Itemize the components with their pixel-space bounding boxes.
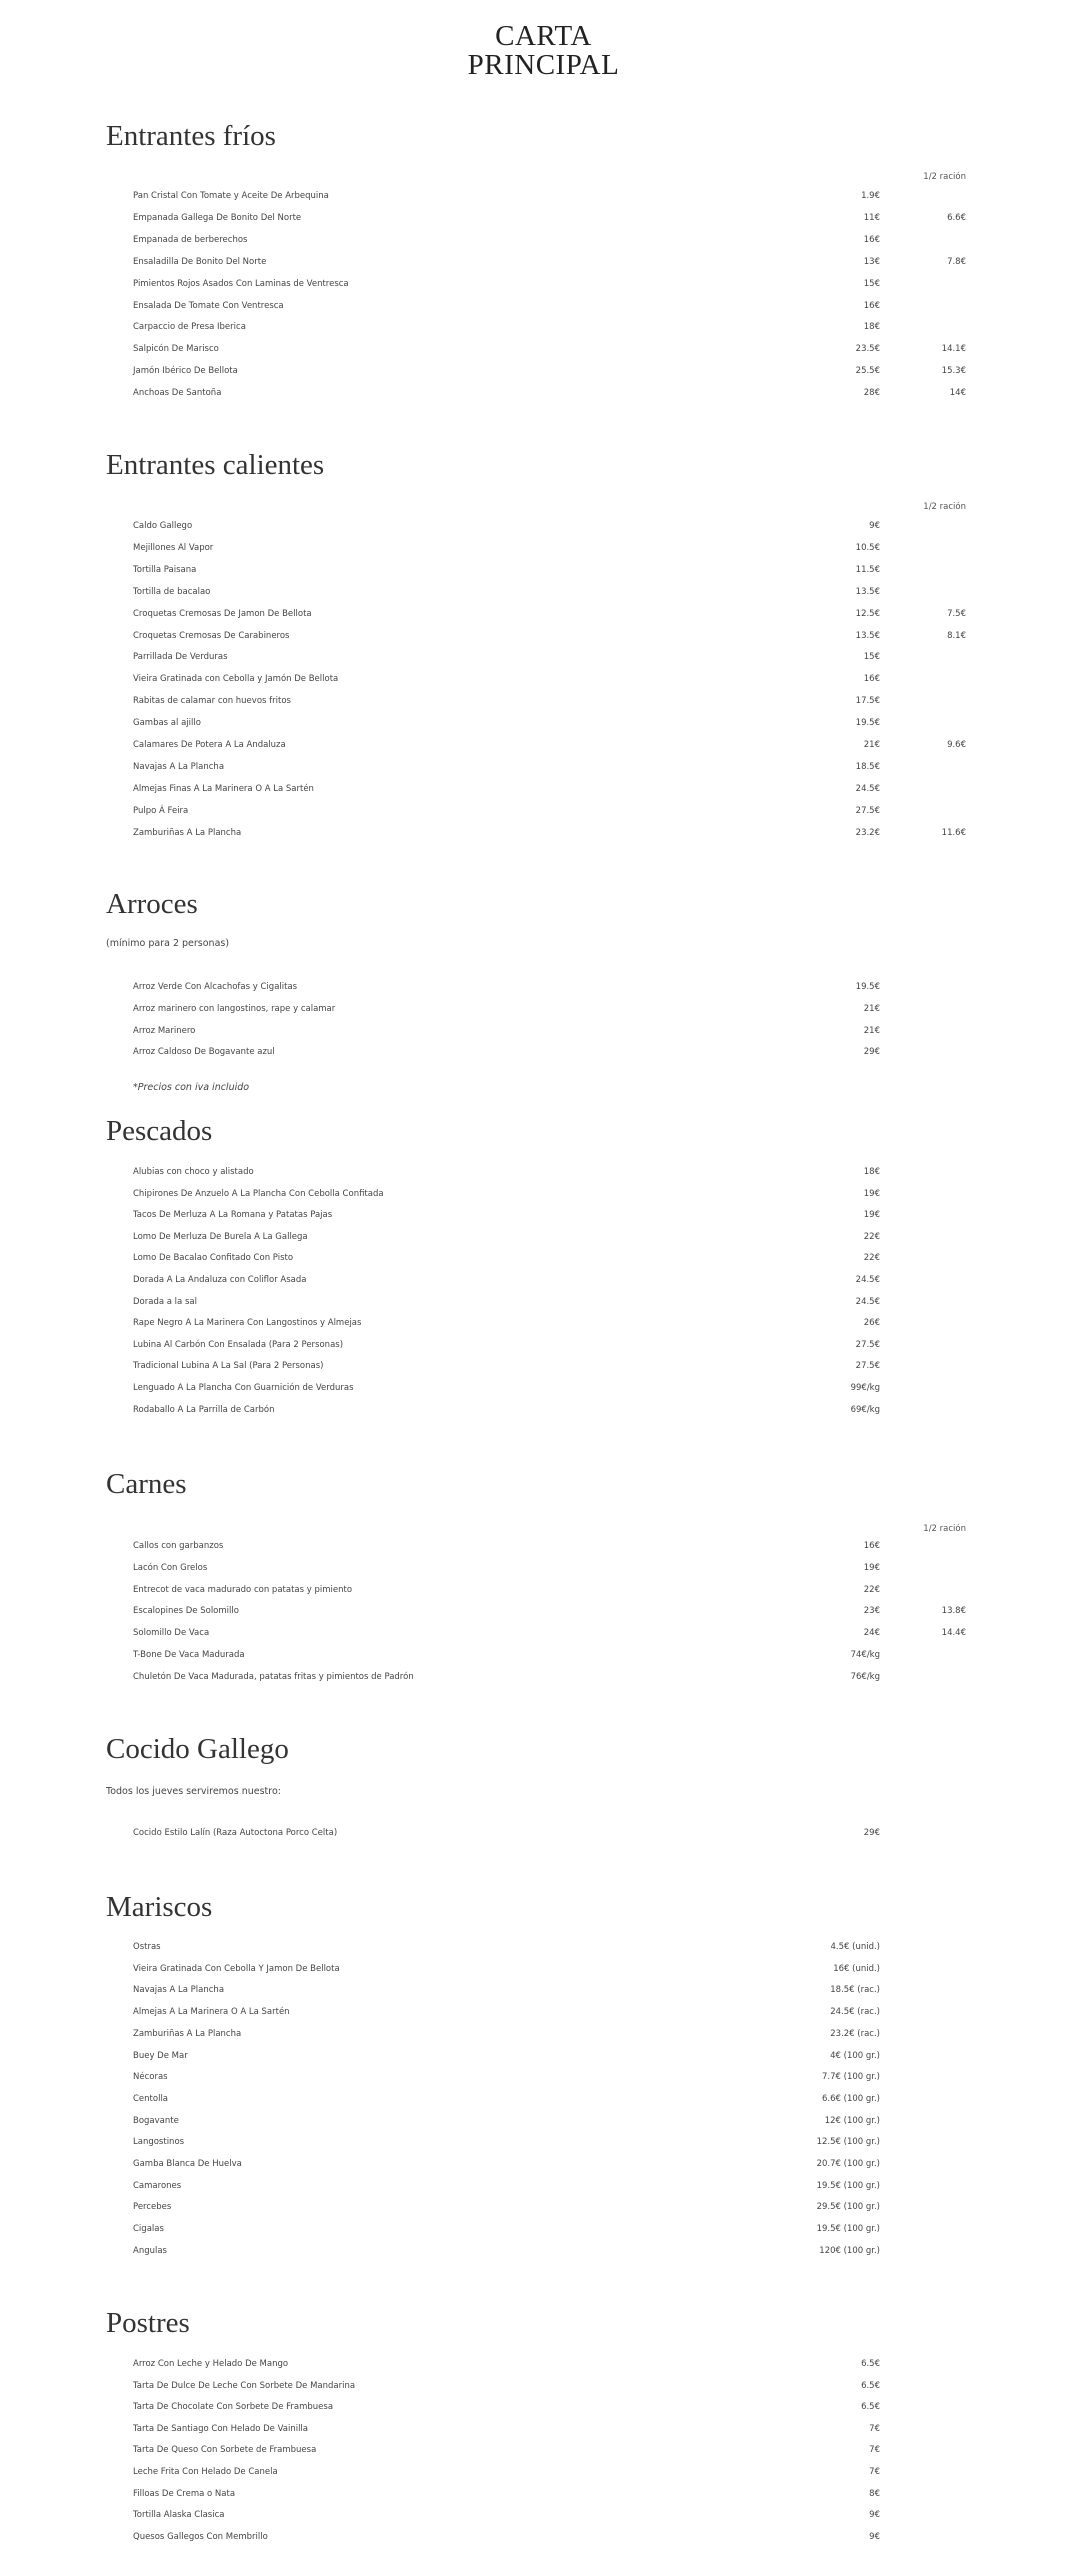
menu-item <box>0 1983 1087 1997</box>
menu-item-name: Tortilla Alaska Clasica <box>133 2510 225 2521</box>
menu-item-price: 9€ <box>869 521 880 531</box>
menu-item-price: 19.5€ (100 gr.) <box>816 2224 880 2235</box>
menu-item-half-price: 13.8€ <box>941 1606 966 1617</box>
menu-item <box>0 563 1087 577</box>
page-title <box>0 22 1087 80</box>
menu-item <box>0 233 1087 247</box>
menu-item <box>0 629 1087 643</box>
menu-item <box>0 299 1087 313</box>
menu-item-name: Tarta De Queso Con Sorbete de Frambuesa <box>133 2445 317 2456</box>
menu-item <box>0 1403 1087 1417</box>
menu-item-name: Cigalas <box>133 2224 164 2235</box>
menu-item-half-price: 11.6€ <box>941 827 966 838</box>
menu-item-price: 13.5€ <box>855 586 880 597</box>
menu-item-name: Jamón Ibérico De Bellota <box>133 366 238 377</box>
menu-item <box>0 1273 1087 1287</box>
menu-item-name: Lenguado A La Plancha Con Guarnición de Verduras <box>133 1383 354 1393</box>
menu-item-price: 6.5€ <box>861 2402 880 2413</box>
menu-item-name: Tacos De Merluza A La Romana y Patatas Pajas <box>133 1210 333 1221</box>
menu-item-price: 24.5€ <box>855 1275 880 1285</box>
menu-item-name: Empanada de berberechos <box>133 234 248 245</box>
menu-item-price: 19€ <box>863 1188 880 1199</box>
menu-item-price: 69€/kg <box>850 1404 880 1415</box>
menu-item-name: Pulpo Á Feira <box>133 805 189 816</box>
menu-item <box>0 826 1087 840</box>
menu-item-name: Gambas al ajillo <box>133 718 201 729</box>
menu-item-name: Callos con garbanzos <box>133 1541 224 1551</box>
menu-item <box>0 2400 1087 2414</box>
half-ration-label: 1/2 ración <box>923 172 966 182</box>
menu-item-name: Angulas <box>133 2245 167 2256</box>
menu-item <box>0 1940 1087 1954</box>
menu-item-half-price: 14€ <box>949 388 966 399</box>
menu-item-name: Calamares De Potera A La Andaluza <box>133 740 286 750</box>
menu-item <box>0 189 1087 203</box>
menu-item-price: 21€ <box>863 740 880 750</box>
half-ration-label: 1/2 ración <box>923 502 966 512</box>
menu-item <box>0 1002 1087 1016</box>
menu-item <box>0 1045 1087 1059</box>
menu-item-name: Empanada Gallega De Bonito Del Norte <box>133 212 302 223</box>
section-title: Entrantes calientes <box>106 449 325 481</box>
menu-item-name: Dorada a la sal <box>133 1296 197 1307</box>
menu-item-price: 16€ <box>863 300 880 311</box>
menu-item-price: 16€ <box>863 234 880 245</box>
menu-item-price: 7€ <box>869 2445 880 2456</box>
menu-item-name: Ostras <box>133 1942 161 1952</box>
menu-item-price: 12.5€ <box>855 608 880 619</box>
section-title: Mariscos <box>106 1891 213 1923</box>
menu-item-price: 29.5€ (100 gr.) <box>816 2202 880 2213</box>
menu-item-price: 16€ <box>863 674 880 685</box>
menu-item-price: 6.5€ <box>861 2359 880 2369</box>
menu-item-name: Croquetas Cremosas De Jamon De Bellota <box>133 608 312 619</box>
menu-item <box>0 1024 1087 1038</box>
menu-item-half-price: 6.6€ <box>947 212 966 223</box>
menu-item-price: 19.5€ (100 gr.) <box>816 2180 880 2191</box>
menu-item-name: Carpaccio de Presa Iberica <box>133 322 246 333</box>
menu-item <box>0 2379 1087 2393</box>
menu-item-price: 19.5€ <box>855 718 880 729</box>
menu-item-name: Pimientos Rojos Asados Con Laminas de Ventresca <box>133 278 349 289</box>
menu-item-price: 1.9€ <box>861 191 880 201</box>
menu-item <box>0 1604 1087 1618</box>
menu-item-name: Percebes <box>133 2202 172 2213</box>
menu-item <box>0 2027 1087 2041</box>
menu-item-price: 27.5€ <box>855 1361 880 1372</box>
menu-item-name: Pan Cristal Con Tomate y Aceite De Arbequina <box>133 191 329 201</box>
menu-item-name: Almejas A La Marinera O A La Sartén <box>133 2007 290 2018</box>
menu-item <box>0 2092 1087 2106</box>
section-subtitle: (mínimo para 2 personas) <box>106 938 230 949</box>
menu-item-name: Nécoras <box>133 2072 168 2083</box>
menu-item-price: 23.2€ <box>855 827 880 838</box>
menu-item-name: Tortilla Paisana <box>133 564 197 575</box>
menu-item <box>0 2200 1087 2214</box>
menu-item-price: 120€ (100 gr.) <box>819 2245 880 2256</box>
menu-item-name: Almejas Finas A La Marinera O A La Sartén <box>133 783 314 794</box>
menu-item-name: Arroz Con Leche y Helado De Mango <box>133 2359 289 2369</box>
menu-item-name: Quesos Gallegos Con Membrillo <box>133 2531 268 2542</box>
menu-item-price: 15€ <box>863 652 880 663</box>
menu-item-price: 13€ <box>863 256 880 267</box>
menu-item-name: Arroz Verde Con Alcachofas y Cigalitas <box>133 982 298 992</box>
menu-item-name: Chipirones De Anzuelo A La Plancha Con Cebolla Confitada <box>133 1188 384 1199</box>
menu-item-price: 24€ <box>863 1628 880 1639</box>
section-title: Postres <box>106 2307 190 2339</box>
menu-item-price: 11.5€ <box>855 564 880 575</box>
menu-item-price: 19.5€ <box>855 982 880 992</box>
menu-item-price: 18.5€ <box>855 761 880 772</box>
menu-item <box>0 2135 1087 2149</box>
menu-item-name: Navajas A La Plancha <box>133 1985 225 1996</box>
menu-item-price: 11€ <box>863 212 880 223</box>
menu-item-price: 4€ (100 gr.) <box>830 2050 880 2061</box>
menu-item-half-price: 7.5€ <box>947 608 966 619</box>
menu-item-price: 21€ <box>863 1025 880 1036</box>
menu-item <box>0 1187 1087 1201</box>
menu-item-price: 9€ <box>869 2510 880 2521</box>
menu-item-price: 8€ <box>869 2488 880 2499</box>
menu-item-price: 18.5€ (rac.) <box>830 1985 880 1996</box>
menu-item <box>0 694 1087 708</box>
menu-item-name: Zamburiñas A La Plancha <box>133 2028 242 2039</box>
page-title-line1: CARTA <box>495 20 592 52</box>
menu-item-price: 15€ <box>863 278 880 289</box>
menu-item-price: 22€ <box>863 1231 880 1242</box>
section-title: Entrantes fríos <box>106 120 276 152</box>
menu-item-price: 12€ (100 gr.) <box>824 2115 880 2126</box>
menu-item-price: 9€ <box>869 2531 880 2542</box>
menu-item <box>0 1165 1087 1179</box>
menu-item <box>0 760 1087 774</box>
menu-item <box>0 2005 1087 2019</box>
menu-item <box>0 364 1087 378</box>
menu-item <box>0 1583 1087 1597</box>
menu-item-name: Anchoas De Santoña <box>133 388 222 399</box>
menu-item-price: 99€/kg <box>850 1383 880 1393</box>
menu-item-name: Camarones <box>133 2180 182 2191</box>
menu-item <box>0 738 1087 752</box>
menu-item-name: Ensalada De Tomate Con Ventresca <box>133 300 284 311</box>
menu-item <box>0 2070 1087 2084</box>
menu-item <box>0 1626 1087 1640</box>
menu-item-name: Alubias con choco y alistado <box>133 1167 254 1177</box>
menu-item <box>0 386 1087 400</box>
menu-item-price: 22€ <box>863 1253 880 1264</box>
menu-item <box>0 320 1087 334</box>
menu-item <box>0 1826 1087 1840</box>
menu-item-name: Rape Negro A La Marinera Con Langostinos y Almejas <box>133 1318 362 1329</box>
menu-item-price: 18€ <box>863 322 880 333</box>
menu-item-price: 18€ <box>863 1167 880 1177</box>
menu-item-name: Arroz Caldoso De Bogavante azul <box>133 1047 275 1058</box>
menu-item-price: 12.5€ (100 gr.) <box>816 2137 880 2148</box>
menu-item <box>0 716 1087 730</box>
menu-item-price: 74€/kg <box>850 1650 880 1660</box>
menu-item <box>0 804 1087 818</box>
menu-item-price: 24.5€ <box>855 783 880 794</box>
menu-item <box>0 277 1087 291</box>
menu-item-name: Rodaballo A La Parrilla de Carbón <box>133 1404 275 1415</box>
menu-item-name: Lacón Con Grelos <box>133 1562 208 1573</box>
menu-item <box>0 782 1087 796</box>
menu-item <box>0 2487 1087 2501</box>
menu-item-half-price: 14.1€ <box>941 344 966 355</box>
menu-item-price: 6.5€ <box>861 2380 880 2391</box>
menu-item <box>0 519 1087 533</box>
menu-item-name: Bogavante <box>133 2115 179 2126</box>
menu-item-name: Parrillada De Verduras <box>133 652 228 663</box>
menu-item-name: Langostinos <box>133 2137 185 2148</box>
section-title: Arroces <box>106 888 198 920</box>
section-title: Cocido Gallego <box>106 1733 289 1765</box>
menu-item-price: 26€ <box>863 1318 880 1329</box>
menu-item <box>0 2530 1087 2544</box>
menu-item-name: Salpicón De Marisco <box>133 344 219 355</box>
menu-item-price: 23.2€ (rac.) <box>830 2028 880 2039</box>
price-note: *Precios con iva incluido <box>133 1082 250 1093</box>
menu-item <box>0 541 1087 555</box>
section-title: Pescados <box>106 1115 213 1147</box>
menu-item-name: Escalopines De Solomillo <box>133 1606 239 1617</box>
menu-item <box>0 1962 1087 1976</box>
menu-item-name: Tarta De Dulce De Leche Con Sorbete De Mandarina <box>133 2380 356 2391</box>
menu-item <box>0 1338 1087 1352</box>
menu-item-half-price: 15.3€ <box>941 366 966 377</box>
menu-item <box>0 1359 1087 1373</box>
menu-item-price: 27.5€ <box>855 1339 880 1350</box>
menu-item <box>0 2422 1087 2436</box>
menu-item-name: Arroz Marinero <box>133 1025 196 1036</box>
menu-item-price: 4.5€ (unid.) <box>830 1942 880 1952</box>
menu-item <box>0 255 1087 269</box>
menu-item-price: 28€ <box>863 388 880 399</box>
menu-item-price: 7€ <box>869 2423 880 2434</box>
menu-item <box>0 1561 1087 1575</box>
menu-item <box>0 1230 1087 1244</box>
menu-item-name: Tradicional Lubina A La Sal (Para 2 Personas) <box>133 1361 324 1372</box>
menu-item-name: Buey De Mar <box>133 2050 188 2061</box>
menu-item-name: Dorada A La Andaluza con Coliflor Asada <box>133 1275 307 1285</box>
menu-item-price: 10.5€ <box>855 542 880 553</box>
menu-item-name: Solomillo De Vaca <box>133 1628 210 1639</box>
menu-item-name: Mejillones Al Vapor <box>133 542 214 553</box>
menu-item-half-price: 8.1€ <box>947 630 966 641</box>
menu-item-price: 13.5€ <box>855 630 880 641</box>
menu-item-price: 20.7€ (100 gr.) <box>816 2159 880 2169</box>
menu-item <box>0 211 1087 225</box>
menu-item-price: 7€ <box>869 2467 880 2477</box>
menu-item-name: Caldo Gallego <box>133 521 193 531</box>
menu-item <box>0 2465 1087 2479</box>
menu-item-name: Vieira Gratinada Con Cebolla Y Jamon De Bellota <box>133 1963 340 1974</box>
menu-item-price: 16€ (unid.) <box>833 1963 880 1974</box>
menu-item <box>0 607 1087 621</box>
menu-item-name: Filloas De Crema o Nata <box>133 2488 236 2499</box>
menu-item <box>0 1648 1087 1662</box>
menu-item-name: Arroz marinero con langostinos, rape y calamar <box>133 1003 336 1014</box>
menu-item <box>0 2222 1087 2236</box>
page-title-line2: PRINCIPAL <box>467 49 620 81</box>
menu-item-name: Zamburiñas A La Plancha <box>133 827 242 838</box>
menu-item <box>0 1381 1087 1395</box>
menu-item-name: Lomo De Merluza De Burela A La Gallega <box>133 1231 308 1242</box>
menu-item-price: 22€ <box>863 1584 880 1595</box>
menu-item-name: Tortilla de bacalao <box>133 586 211 597</box>
menu-item <box>0 1208 1087 1222</box>
menu-item-price: 6.6€ (100 gr.) <box>822 2093 880 2104</box>
menu-item-price: 24.5€ <box>855 1296 880 1307</box>
menu-item <box>0 2114 1087 2128</box>
menu-item-name: Gamba Blanca De Huelva <box>133 2159 242 2169</box>
menu-item-price: 23.5€ <box>855 344 880 355</box>
menu-item-name: Leche Frita Con Helado De Canela <box>133 2467 278 2477</box>
menu-item-name: Tarta De Santiago Con Helado De Vainilla <box>133 2423 308 2434</box>
menu-item <box>0 1539 1087 1553</box>
section-subtitle: Todos los jueves serviremos nuestro: <box>106 1786 281 1797</box>
menu-item-half-price: 7.8€ <box>947 256 966 267</box>
menu-item-price: 19€ <box>863 1210 880 1221</box>
menu-item-half-price: 9.6€ <box>947 740 966 750</box>
half-ration-label: 1/2 ración <box>923 1524 966 1534</box>
menu-item-price: 16€ <box>863 1541 880 1551</box>
menu-item-name: Tarta De Chocolate Con Sorbete De Frambuesa <box>133 2402 334 2413</box>
menu-item-name: Croquetas Cremosas De Carabineros <box>133 630 290 641</box>
menu-item <box>0 1251 1087 1265</box>
menu-item-name: Ensaladilla De Bonito Del Norte <box>133 256 267 267</box>
menu-item <box>0 585 1087 599</box>
menu-item-price: 76€/kg <box>850 1671 880 1682</box>
menu-item-price: 29€ <box>863 1047 880 1058</box>
menu-item-name: Cocido Estilo Lalín (Raza Autoctona Porco Celta) <box>133 1828 338 1838</box>
menu-item-price: 23€ <box>863 1606 880 1617</box>
menu-item <box>0 980 1087 994</box>
menu-item <box>0 2508 1087 2522</box>
menu-item-name: Rabitas de calamar con huevos fritos <box>133 696 291 707</box>
menu-item-price: 25.5€ <box>855 366 880 377</box>
menu-item-price: 7.7€ (100 gr.) <box>822 2072 880 2083</box>
menu-item-half-price: 14.4€ <box>941 1628 966 1639</box>
menu-item-price: 27.5€ <box>855 805 880 816</box>
menu-item <box>0 650 1087 664</box>
menu-item <box>0 2357 1087 2371</box>
menu-item-name: Lomo De Bacalao Confitado Con Pisto <box>133 1253 294 1264</box>
menu-item-name: Navajas A La Plancha <box>133 761 225 772</box>
menu-item <box>0 2157 1087 2171</box>
menu-item-name: Centolla <box>133 2093 169 2104</box>
menu-item-price: 21€ <box>863 1003 880 1014</box>
menu-item-name: Chuletón De Vaca Madurada, patatas fritas y pimientos de Padrón <box>133 1671 414 1682</box>
menu-item <box>0 342 1087 356</box>
menu-item-name: Entrecot de vaca madurado con patatas y pimiento <box>133 1584 353 1595</box>
menu-item <box>0 2244 1087 2258</box>
menu-item <box>0 2443 1087 2457</box>
menu-item-price: 29€ <box>863 1828 880 1838</box>
menu-item <box>0 1316 1087 1330</box>
menu-item-name: T-Bone De Vaca Madurada <box>133 1650 245 1660</box>
menu-item <box>0 2049 1087 2063</box>
menu-item <box>0 1295 1087 1309</box>
menu-item-price: 24.5€ (rac.) <box>830 2007 880 2018</box>
menu-item-price: 17.5€ <box>855 696 880 707</box>
menu-item-price: 19€ <box>863 1562 880 1573</box>
menu-item <box>0 2179 1087 2193</box>
menu-item <box>0 1670 1087 1684</box>
menu-item <box>0 672 1087 686</box>
menu-item-name: Vieira Gratinada con Cebolla y Jamón De Bellota <box>133 674 339 685</box>
menu-item-name: Lubina Al Carbón Con Ensalada (Para 2 Personas) <box>133 1339 344 1350</box>
section-title: Carnes <box>106 1468 187 1500</box>
